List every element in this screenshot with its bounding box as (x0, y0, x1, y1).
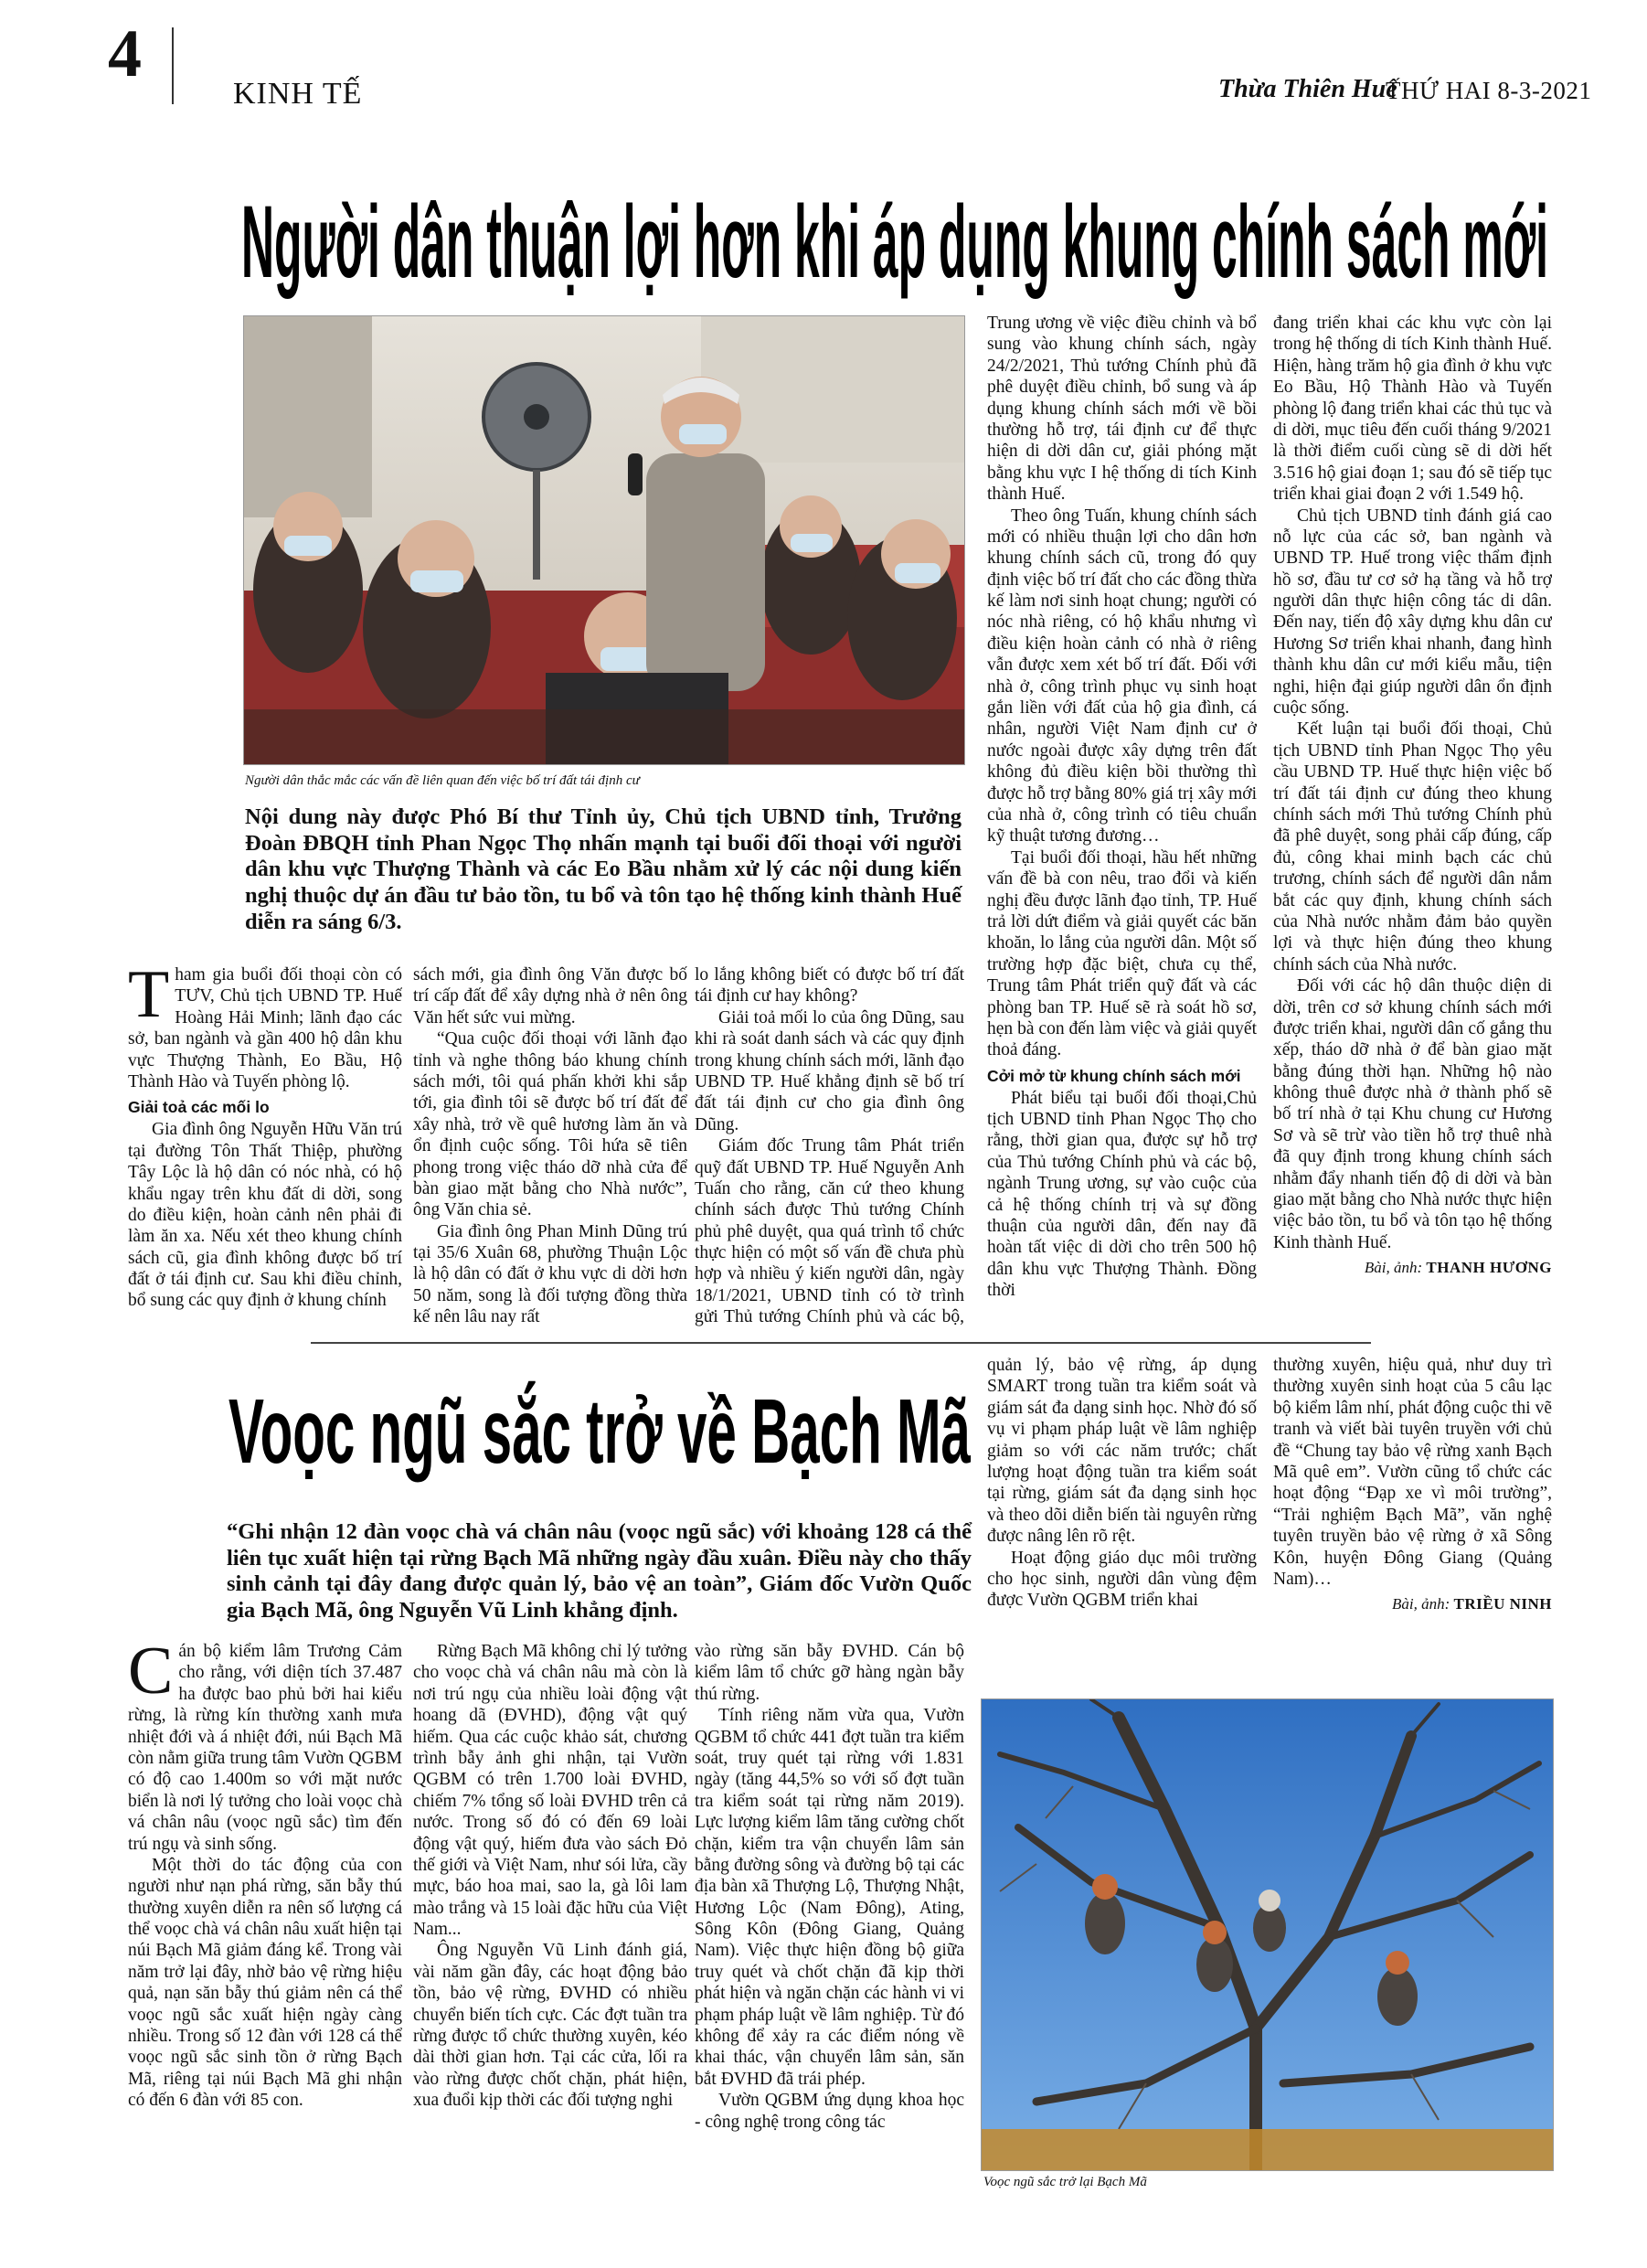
article2-paragraph: vào rừng săn bẫy ĐVHD. Cán bộ kiểm lâm tổ chức gỡ hàng ngàn bẫy thú rừng. (695, 1642, 964, 1704)
article2-column-3 (695, 1641, 964, 2153)
article2-photo (981, 1698, 1554, 2171)
article1-column-3 (695, 964, 964, 1330)
issue-date: THỨ HAI 8-3-2021 (1386, 77, 1592, 104)
newspaper-name: Thừa Thiên Huế (1218, 75, 1397, 103)
article1-paragraph: Chủ tịch UBND tỉnh đánh giá cao nỗ lực của các sở, ban ngành và UBND TP. Huế trong việc thẩm định hồ sơ, đầu tư cơ sở hạ tầng và hỗ trợ người dân thực hiện công tác di dân. Đến nay, tiến độ xây dựng khu dân cư Hương Sơ triển khai nhanh, đang hình thành khu dân cư mới kiểu mẫu, tiện nghi, hiện đại giúp người dân ổn định cuộc sống. (1273, 506, 1552, 719)
byline-author: THANH HƯƠNG (1426, 1259, 1552, 1277)
article2-paragraph (128, 1641, 402, 1855)
article2-paragraph: Ông Nguyễn Vũ Linh đánh giá, vài năm gần đây, các hoạt động bảo tồn, bảo vệ rừng, ĐVHD có nhiều chuyển biến tích cực. Các đợt tuần tra rừng được tổ chức thường xuyên, kéo dài thời gian hơn. Tại các cửa, lối ra vào rừng được chốt chặn, phát hiện, xua đuổi kịp thời các đối tượng nghi (413, 1941, 687, 2111)
article1-paragraph (128, 964, 402, 1092)
langur-photo-illustration (982, 1699, 1553, 2170)
article1-paragraph: Gia đình ông Phan Minh Dũng trú tại 35/6 Xuân 68, phường Thuận Lộc là hộ dân có đất ở khu vực di dời hơn 50 năm, song là đối tượng đồng thừa kế nên lâu nay rất (413, 1221, 687, 1327)
article1-paragraph: sách mới, gia đình ông Văn được bố trí cấp đất để xây dựng nhà ở nên ông Văn hết sức vui mừng. (413, 965, 687, 1028)
article2-column-2 (413, 1641, 687, 2153)
byline-prefix: Bài, ảnh: (1364, 1259, 1423, 1277)
article1-photo-caption: Người dân thắc mắc các vấn đề liên quan đến việc bố trí đất tái định cư (245, 773, 640, 788)
article1-paragraph: “Qua cuộc đối thoại với lãnh đạo tỉnh và nghe thông báo khung chính sách mới, tôi quá phấn khởi khi sắp tới, gia đình tôi sẽ được bố trí đất để xây nhà, trở về quê hương làm ăn và ổn định cuộc sống. Tôi hứa sẽ tiên phong trong việc tháo dỡ nhà cửa để bàn giao mặt bằng cho Nhà nước”, ông Văn chia sẻ. (413, 1029, 687, 1220)
article1-dropcap: T (128, 964, 170, 1032)
article1-headline-text: Người dân thuận lợi hơn khi áp dụng khung chính sách mới (241, 185, 1548, 299)
article2-paragraph: Một thời do tác động của con người như nạn phá rừng, săn bẫy thú thường xuyên diễn ra nên số lượng cá thể voọc chà vá chân nâu xuất hiện tại núi Bạch Mã giảm đáng kể. Trong vài năm trở lại đây, nhờ bảo vệ rừng hiệu quả, nạn săn bẫy thú giảm nên cá thể voọc ngũ sắc xuất hiện ngày càng nhiều. Trong số 12 đàn với 128 cá thể voọc ngũ sắc sinh tồn ở rừng Bạch Mã, riêng tại núi Bạch Mã ghi nhận có đến 6 đàn với 85 con. (128, 1855, 402, 2111)
article2-column-1 (128, 1641, 402, 2153)
article2-paragraph: Tính riêng năm vừa qua, Vườn QGBM tổ chức 441 đợt tuần tra kiểm soát, truy quét tại rừng với 1.831 ngày (tăng 44,5% so với số đợt tuần tra kiểm soát tại rừng năm 2019). Lực lượng kiểm lâm tăng cường chốt chặn, kiểm tra vận chuyển lâm sản bằng đường sông và đường bộ tại các địa bàn xã Thượng Lộ, Thượng Nhật, Hương Lộc (Nam Đông), Ating, Sông Kôn (Đông Giang, Quảng Nam). Việc thực hiện đồng bộ giữa truy quét và chốt chặn đã kịp thời phát hiện và ngăn chặn các hành vi vi phạm pháp luật về lâm nghiệp. Từ đó không để xảy ra các điểm nóng về khai thác, vận chuyển lâm sản, săn bắt ĐVHD đã trái phép. (695, 1706, 964, 2089)
byline-author: TRIỀU NINH (1453, 1595, 1552, 1613)
article1-paragraph-text: ham gia buổi đối thoại còn có TƯV, Chủ tịch UBND TP. Huế Hoàng Hải Minh; lãnh đạo các sở, ban ngành và gần 400 hộ dân khu vực Thượng Thành, Eo Bầu, Hộ Thành Hào và Tuyến phòng lộ. (128, 965, 402, 1091)
masthead-divider (172, 27, 174, 104)
article1-photo (243, 315, 965, 765)
article1-paragraph: Đối với các hộ dân thuộc diện di dời, trên cơ sở khung chính sách mới được triển khai, người dân cố gắng thu xếp, tháo dỡ nhà ở để bàn giao mặt bằng đúng thời hạn. Những hộ nào không thuê được nhà ở thành phố sẽ bố trí nhà ở tại Khu chung cư Hương Sơ và sẽ trừ vào tiền hỗ trợ thuê nhà đã quy định trong khung chính sách nhằm đẩy nhanh tiến độ di dời và bàn giao mặt bằng cho Nhà nước thực hiện việc bảo tồn, tu bổ và tôn tạo hệ thống Kinh thành Huế. (1273, 976, 1552, 1252)
article1-subheading-2: Cởi mở từ khung chính sách mới (987, 1066, 1241, 1085)
article1-paragraph: Giải toả mối lo của ông Dũng, sau khi rà soát danh sách và các quy định trong khung chính sách mới, lãnh đạo UBND TP. Huế khẳng định sẽ bố trí đất tái định cư cho gia đình ông Dũng. (695, 1007, 964, 1134)
article2-paragraph: Hoạt động giáo dục môi trường cho học sinh, người dân vùng đệm được Vườn QGBM triển khai (987, 1548, 1257, 1611)
article1-byline (1273, 1259, 1552, 1277)
article1-paragraph: đang triển khai các khu vực còn lại trong hệ thống di tích Kinh thành Huế. Hiện, hàng trăm hộ gia đình ở khu vực Eo Bầu, Hộ Thành Hào và Tuyến phòng lộ đang triển khai các thủ tục và di dời, mục tiêu đến cuối tháng 9/2021 là thời điểm cuối cùng sẽ di dời hết 3.516 hộ giai đoạn 1; sau đó sẽ tiếp tục triển khai giai đoạn 2 với 1.549 hộ. (1273, 314, 1552, 505)
article1-column-2 (413, 964, 687, 1330)
article1-paragraph: Kết luận tại buổi đối thoại, Chủ tịch UBND tỉnh Phan Ngọc Thọ yêu cầu UBND TP. Huế thực hiện việc bố trí đất tái định cư đúng theo khung chính sách mới Thủ tướng Chính phủ đã phê duyệt, song phải cấp đúng, cấp đủ, công khai minh bạch các chủ trương, chính sách để người dân nắm bắt các quy định, khung chính sách của Nhà nước nhằm đảm bảo quyền lợi và thực hiện đúng theo khung chính sách của Nhà nước. (1273, 719, 1552, 974)
article1-column-5 (1273, 313, 1552, 1336)
article2-paragraph-text: án bộ kiểm lâm Trương Cảm cho rằng, với diện tích 37.487 ha được bao phủ bởi hai kiểu rừng, là rừng kín thường xanh mưa nhiệt đới và á nhiệt đới, núi Bạch Mã còn nằm giữa trung tâm Vườn QGBM có độ cao 1.400m so với mặt nước biển là nơi lý tưởng cho loài voọc chà vá chân nâu (voọc ngũ sắc) tìm đến trú ngụ và sinh sống. (128, 1642, 402, 1854)
page-number: 4 (108, 16, 142, 91)
article1-paragraph: Trung ương về việc điều chỉnh và bổ sung vào khung chính sách, ngày 24/2/2021, Thủ tướng Chính phủ đã phê duyệt điều chỉnh, bổ sung và áp dụng khung chính sách mới về bồi thường hỗ trợ, tái định cư để thực hiện di dời dân cư, giải phóng mặt bằng khu vực I hệ thống di tích Kinh thành Huế. (987, 314, 1257, 505)
article-divider (311, 1342, 1371, 1344)
article1-paragraph: Gia đình ông Nguyễn Hữu Văn trú tại đường Tôn Thất Thiệp, phường Tây Lộc là hộ dân có nóc nhà, có hộ khẩu ngay trên khu đất di dời, song do điều kiện, hoàn cảnh nên phải đi làm ăn xa. Nếu xét theo khung chính sách cũ, gia đình không được bố trí đất ở tái định cư. Sau khi điều chỉnh, bổ sung các quy định ở khung chính (128, 1120, 402, 1311)
article2-paragraph: thường xuyên, hiệu quả, như duy trì thường xuyên sinh hoạt của 5 câu lạc bộ kiểm lâm nhí, phát động cuộc thi vẽ tranh và viết bài tuyên truyền với chủ đề “Chung tay bảo vệ rừng xanh Bạch Mã quê em”. Vườn cũng tổ chức các hoạt động “Đạp xe vì môi trường”, “Trải nghiệm Bạch Mã”, văn nghệ tuyên truyền bảo vệ rừng ở xã Sông Kôn, huyện Đông Giang (Quảng Nam)… (1273, 1356, 1552, 1589)
article2-dropcap: C (128, 1641, 174, 1709)
article1-paragraph: Giám đốc Trung tâm Phát triển quỹ đất UBND TP. Huế Nguyễn Anh Tuấn cho rằng, căn cứ theo khung chính sách được Thủ tướng Chính phủ phê duyệt, qua quá trình tổ chức thực hiện có một số vấn đề chưa phù hợp và nhiều ý kiến người dân, ngày 18/1/2021, UBND tỉnh có tờ trình gửi Thủ tướng Chính phủ và các bộ, (695, 1136, 964, 1327)
article2-paragraph: quản lý, bảo vệ rừng, áp dụng SMART trong tuần tra kiểm soát và giám sát đa dạng sinh học. Nhờ đó số vụ vi phạm pháp luật về lâm nghiệp giảm so với các năm trước; chất lượng hoạt động tuần tra kiểm soát tại rừng, giám sát đa dạng sinh học và theo dõi diễn biến tài nguyên rừng được nâng lên rõ rệt. (987, 1356, 1257, 1547)
article1-lead: Nội dung này được Phó Bí thư Tỉnh ủy, Chủ tịch UBND tỉnh, Trưởng Đoàn ĐBQH tỉnh Phan Ngọc Thọ nhấn mạnh tại buổi đối thoại với người dân khu vực Thượng Thành và các Eo Bầu nhằm xử lý các nội dung kiến nghị thuộc dự án đầu tư bảo tồn, tu bổ và tôn tạo hệ thống kinh thành Huế diễn ra sáng 6/3. (245, 804, 962, 934)
article1-column-1 (128, 964, 402, 1330)
article2-column-5 (1273, 1355, 1552, 1688)
article1-paragraph: Phát biểu tại buổi đối thoại,Chủ tịch UBND tỉnh Phan Ngọc Thọ cho rằng, thời gian qua, được sự hỗ trợ của Thủ tướng Chính phủ và các bộ, ngành Trung ương, sự vào cuộc của cả hệ thống chính trị và sự đồng thuận của người dân, đến nay đã hoàn tất việc di dời cho trên 500 hộ dân khu vực Thượng Thành. Đồng thời (987, 1088, 1257, 1301)
article2-lead: “Ghi nhận 12 đàn voọc chà vá chân nâu (voọc ngũ sắc) với khoảng 128 cá thể liên tục xuất hiện tại rừng Bạch Mã những ngày đầu xuân. Điều này cho thấy sinh cảnh tại đây đang được quản lý, bảo vệ an toàn”, Giám đốc Vườn Quốc gia Bạch Mã, ông Nguyễn Vũ Linh khẳng định. (227, 1519, 972, 1623)
byline-prefix: Bài, ảnh: (1391, 1595, 1450, 1613)
article1-paragraph: lo lắng không biết có được bố trí đất tái định cư hay không? (695, 965, 964, 1006)
article2-column-4 (987, 1355, 1257, 1688)
section-title: KINH TẾ (233, 77, 363, 111)
article2-photo-caption: Voọc ngũ sắc trở lại Bạch Mã (983, 2175, 1147, 2189)
article1-headline (238, 151, 1554, 306)
article2-headline-text: Voọc ngũ sắc trở về Bạch Mã (228, 1380, 972, 1483)
article2-headline (227, 1355, 976, 1492)
article1-paragraph: Theo ông Tuấn, khung chính sách mới có nhiều thuận lợi cho dân hơn khung chính sách cũ, trong đó quy định việc bố trí đất cho các đồng thừa kế làm nơi sinh hoạt chung; người có nóc nhà riêng, có hộ khẩu nhưng vì điều kiện hoàn cảnh có nhà ở riêng vẫn được xem xét bố trí đất. Đối với nhà ở, công trình phục vụ sinh hoạt gắn liền với đất của hộ gia đình, cá nhân, người Việt Nam định cư ở nước ngoài được xây dựng trên đất không đủ điều kiện bồi thường thì được hỗ trợ bằng 80% giá trị xây mới của nhà ở, công trình có tiêu chuẩn kỹ thuật tương đương… (987, 506, 1257, 847)
article2-paragraph: Vườn QGBM ứng dụng khoa học - công nghệ trong công tác (695, 2091, 964, 2132)
article1-subheading-1: Giải toả các mối lo (128, 1098, 270, 1117)
article1-paragraph: Tại buổi đối thoại, hầu hết những vấn đề bà con nêu, trao đổi và kiến nghị đều được lãnh đạo tỉnh, TP. Huế trả lời dứt điểm và giải quyết các băn khoăn, lo lắng của người dân. Một số trường hợp đặc biệt, chưa cụ thể, Trung tâm Phát triển quỹ đất và các phòng ban TP. Huế sẽ rà soát hồ sơ, hẹn bà con đến làm việc và giải quyết thoả đáng. (987, 847, 1257, 1060)
dialogue-photo-illustration (244, 316, 964, 764)
article1-column-4 (987, 313, 1257, 1336)
article2-paragraph: Rừng Bạch Mã không chỉ lý tưởng cho voọc chà vá chân nâu mà còn là nơi trú ngụ của nhiều loài động vật hoang dã (ĐVHD), động vật quý hiếm. Qua các cuộc khảo sát, chương trình bẫy ảnh ghi nhận, tại Vườn QGBM có trên 1.700 loài ĐVHD, chiếm 7% tổng số loài ĐVHD trên cả nước. Trong số đó có đến 69 loài động vật quý, hiếm đưa vào sách Đỏ thế giới và Việt Nam, như sói lửa, cầy mực, báo hoa mai, sao la, gà lôi lam mào trắng và 15 loài đặc hữu của Việt Nam... (413, 1642, 687, 1940)
article2-byline (1273, 1595, 1552, 1613)
